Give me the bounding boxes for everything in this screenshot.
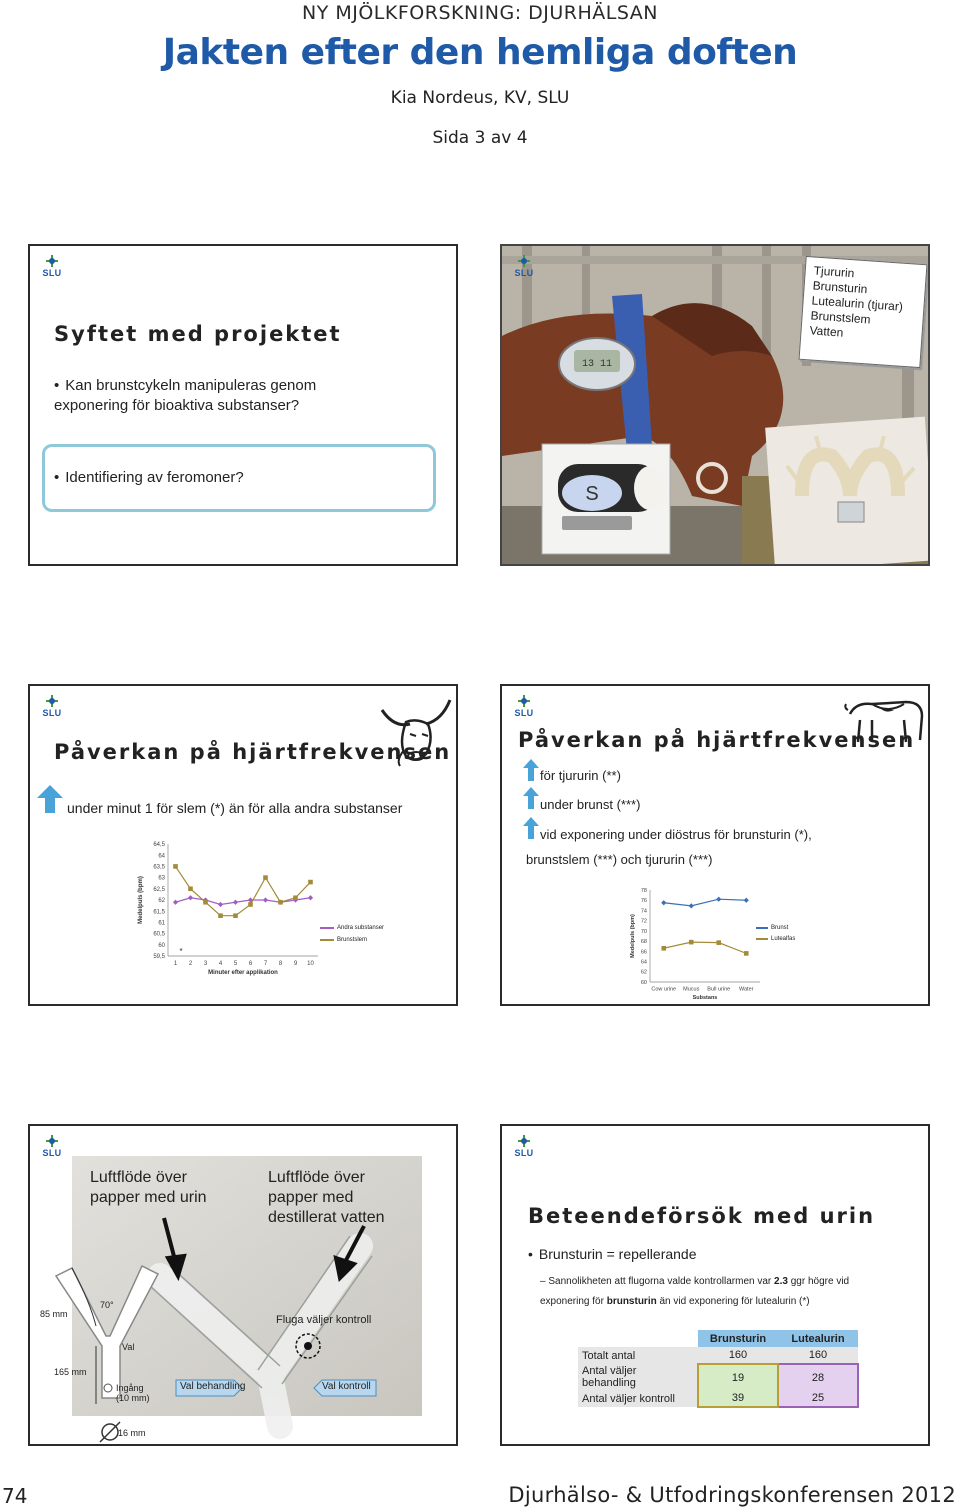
data-point [173,864,178,869]
series-line [664,942,747,953]
svg-text:13 11: 13 11 [581,359,613,370]
slu-leaf-icon [46,1135,58,1147]
chart1-legend [320,922,384,946]
slu-leaf-icon [46,695,58,707]
section-header: NY MJÖLKFORSKNING: DJURHÄLSAN [302,2,658,24]
label-airflow-urine: Luftflöde över papper med urin [90,1169,207,1206]
slu-logo: SLU [511,1135,537,1159]
data-point [218,913,223,918]
x-tick-label: 2 [188,961,193,967]
data-point [716,897,721,902]
table-row: Antal väljer behandling 19 28 [578,1364,858,1390]
cow-icon [842,690,928,748]
x-tick-label: 4 [218,961,223,967]
x-axis-label: Minuter efter applikation [208,970,278,976]
bullet-pheromones: • Identifiering av feromoner? [54,468,384,488]
y-axis-label: Medelpuls (bpm) [630,914,636,958]
y-tick-label: 62 [158,898,165,905]
slu-leaf-icon [518,1135,530,1147]
up-arrow-icon [522,758,540,782]
dim-165: 165 mm [54,1367,87,1377]
data-point [248,902,253,907]
data-point [233,900,238,905]
slu-logo: SLU [39,255,65,279]
y-tick-label: 64,5 [153,842,165,849]
slu-logo: SLU [39,1135,65,1159]
legend-other-substances: Andra substanser [337,925,385,931]
table-header-row [578,1330,858,1347]
data-point [308,880,313,885]
slide-behavior [500,1124,930,1446]
dim-16: 16 mm [118,1428,146,1438]
data-point [278,900,283,905]
data-point [233,913,238,918]
slide-title: Syftet med projektet [54,322,342,346]
y-tick-label: 76 [640,898,647,905]
x-axis-label: Substans [692,995,718,1001]
slu-logo: SLU [39,695,65,719]
btn-choice-treatment: Val behandling [180,1381,246,1392]
page-number: 74 [2,1484,28,1508]
x-tick-label: 5 [233,961,238,967]
slide-heart-rate-1 [28,684,458,1006]
x-tick-label: 6 [248,961,253,967]
data-point [689,903,694,908]
legend-estrus: Brunst [771,924,789,931]
svg-text:S: S [585,483,599,505]
label-airflow-water: Luftflöde över papper med destillerat vatten [268,1169,385,1226]
x-tick-label: Water [739,986,754,993]
data-point [218,902,223,907]
up-arrow-icon [522,786,540,810]
y-tick-label: 61,5 [153,909,165,916]
conference-name: Djurhälso- & Utfodringskonferensen 2012 [508,1483,956,1507]
slide-title: Beteendeförsök med urin [528,1204,876,1228]
data-point [263,875,268,880]
heart-rate-minute-chart [130,834,390,984]
finding-diestrus-2: brunstslem (***) och tjururin (***) [526,852,713,867]
slide-photo-cow [500,244,930,566]
x-tick-label: Mucus [683,986,700,993]
data-point [744,898,749,903]
y-tick-label: 62 [640,969,647,976]
y-axis-label: Medelpuls (bpm) [138,876,144,924]
substance-note: Tjururin Brunsturin Lutealurin (tjurar) Brunstslem Vatten [799,256,928,368]
results-table [578,1330,859,1408]
slu-leaf-icon [518,255,530,267]
series-line [176,866,311,915]
up-arrow-icon [522,816,540,840]
data-point [716,940,721,945]
y-tick-label: 64 [640,959,647,966]
y-tick-label: 74 [640,908,647,915]
finding-estrus: under brunst (***) [540,797,641,812]
y-tick-label: 63,5 [153,864,165,871]
y-tick-label: 60 [640,979,647,986]
page-indicator: Sida 3 av 4 [432,128,528,148]
slide-syftet [28,244,458,566]
probability-text: – Sannolikheten att flugorna valde kontrollarmen var 2.3 ggr högre vid exponering för brunsturin än vid exponering för lutealurin (*) [540,1276,850,1307]
slu-logo: SLU [511,255,537,279]
dim-85: 85 mm [40,1309,68,1319]
slide-title: Påverkan på hjärtfrekvensen [54,740,452,764]
label-val: Val [122,1342,135,1352]
data-point [188,887,193,892]
data-point [689,940,694,945]
data-point [661,946,666,951]
up-arrow-icon [36,784,64,814]
y-tick-label: 62,5 [153,886,165,893]
y-tick-label: 64 [158,853,165,860]
y-tick-label: 59,5 [153,954,165,961]
y-tick-label: 68 [640,939,647,946]
col-brunsturin: Brunsturin [698,1330,778,1347]
bullet-manipulation: • Kan brunstcykeln manipuleras genom exponering för bioaktiva substanser? [54,376,384,416]
slu-leaf-icon [518,695,530,707]
data-point [203,900,208,905]
y-tick-label: 78 [640,887,647,894]
y-tick-label: 61 [158,920,165,927]
y-tick-label: 66 [640,949,647,956]
btn-choice-control: Val kontroll [322,1381,371,1392]
slide-y-maze [28,1124,458,1446]
x-tick-label: 1 [173,961,178,967]
y-tick-label: 72 [640,918,647,925]
dim-angle: 70° [100,1300,114,1310]
x-tick-label: Bull urine [707,986,731,993]
data-point [308,895,313,900]
table-row: Totalt antal 160 160 [578,1347,858,1364]
page-title: Jakten efter den hemliga doften [162,32,798,73]
legend-luteal: Lutealfas [771,935,796,942]
significance-annotation: * [179,947,183,956]
bullet-repellent: • Brunsturin = repellerande [528,1244,697,1264]
label-fly-choice: Fluga väljer kontroll [276,1314,372,1326]
data-point [744,951,749,956]
x-tick-label: Cow urine [651,986,677,993]
author-line: Kia Nordeus, KV, SLU [390,88,570,108]
y-tick-label: 70 [640,928,647,935]
finding-text: under minut 1 för slem (*) än för alla andra substanser [67,800,403,816]
slu-logo: SLU [511,695,537,719]
data-point [263,897,268,902]
data-point [188,895,193,900]
x-tick-label: 7 [263,961,268,967]
x-tick-label: 9 [293,961,298,967]
slide-title: Påverkan på hjärtfrekvensen [518,728,916,752]
data-point [173,900,178,905]
bull-head-icon [376,690,456,770]
x-tick-label: 8 [278,961,283,967]
col-lutealurin: Lutealurin [778,1330,858,1347]
series-line [664,899,747,906]
table-row: Antal väljer kontroll 39 25 [578,1390,858,1407]
x-tick-label: 3 [203,961,208,967]
data-point [293,895,298,900]
y-tick-label: 60,5 [153,931,165,938]
chart2-legend [756,922,795,944]
slu-leaf-icon [46,255,58,267]
data-point [661,900,666,905]
legend-mucus: Brunstslem [337,937,368,943]
finding-diestrus-1: vid exponering under diöstrus för brunsturin (*), [540,827,812,842]
finding-bull-urine: för tjururin (**) [540,768,621,783]
y-tick-label: 60 [158,942,165,949]
y-tick-label: 63 [158,875,165,882]
label-ingang: Ingång (10 mm) [116,1383,150,1403]
x-tick-label: 10 [307,961,314,967]
slide-heart-rate-2 [500,684,930,1006]
